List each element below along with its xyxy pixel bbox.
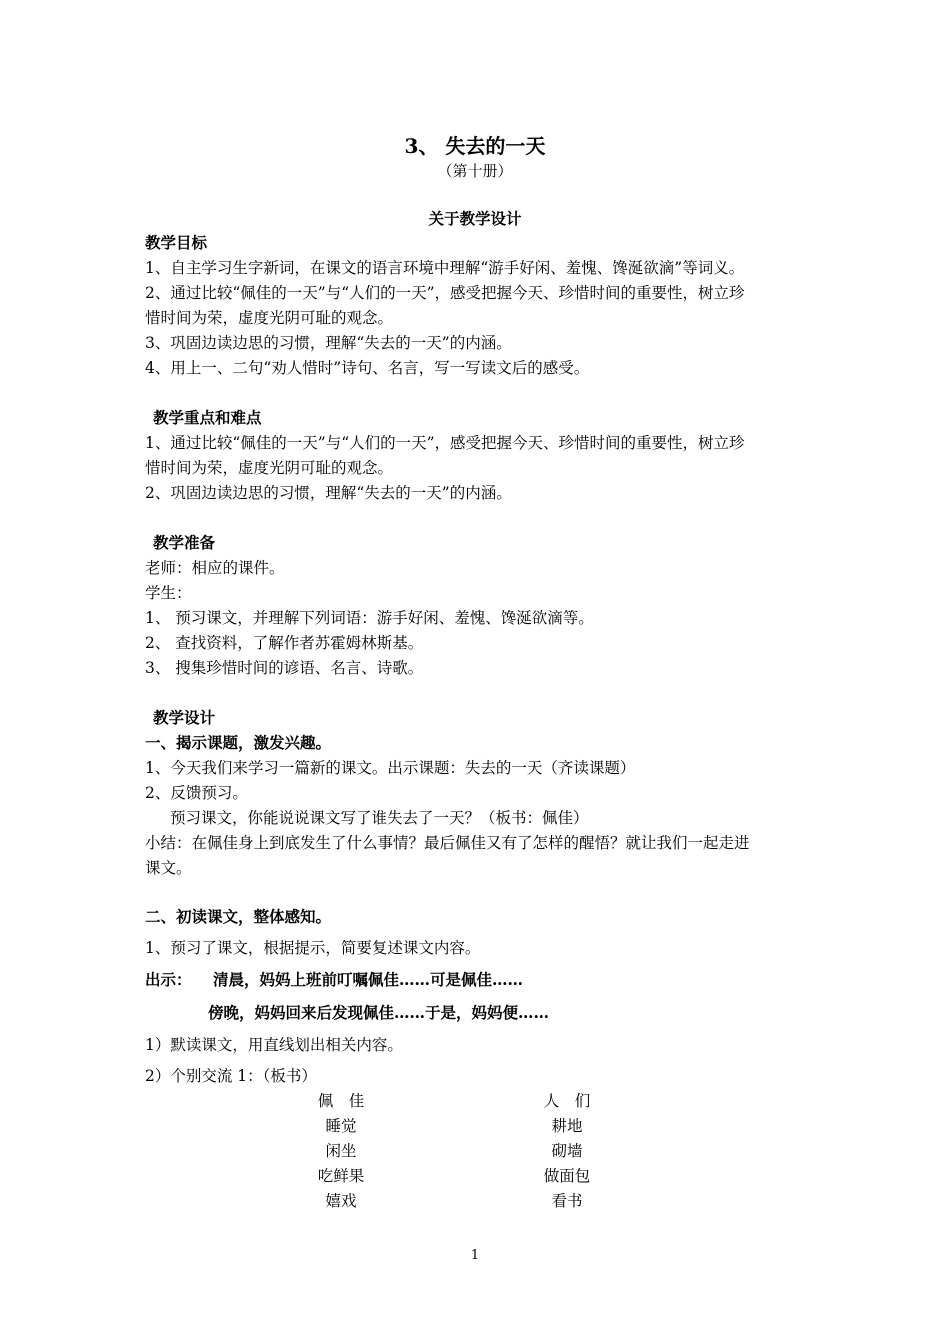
key-points-line: 2、巩固边读边思的习惯，理解“失去的一天”的内涵。 bbox=[145, 484, 512, 502]
key-points-line: 1、通过比较“佩佳的一天”与“人们的一天”，感受把握今天、珍惜时间的重要性，树立珍 bbox=[145, 434, 745, 452]
board-left-item: 嬉戏 bbox=[325, 1192, 357, 1210]
preparation-student: 学生： bbox=[145, 584, 192, 602]
design-heading: 教学设计 bbox=[153, 708, 216, 727]
goals-heading: 教学目标 bbox=[145, 233, 208, 252]
show-label: 出示： bbox=[145, 970, 192, 989]
board-right-item: 做面包 bbox=[543, 1167, 591, 1185]
goals-line: 2、通过比较“佩佳的一天”与“人们的一天”，感受把握今天、珍惜时间的重要性，树立珍 bbox=[145, 284, 745, 302]
step-line: 1）默读课文，用直线划出相关内容。 bbox=[145, 1036, 403, 1054]
goals-line: 惜时间为荣，虚度光阴可耻的观念。 bbox=[145, 309, 394, 327]
page-subtitle: （第十册） bbox=[437, 162, 513, 180]
board-left-item: 吃鲜果 bbox=[317, 1167, 365, 1185]
board-right-item: 砌墙 bbox=[551, 1142, 583, 1160]
preparation-item: 1、 预习课文，并理解下列词语：游手好闲、羞愧、馋涎欲滴等。 bbox=[145, 609, 594, 627]
preparation-heading: 教学准备 bbox=[153, 533, 216, 552]
preparation-item: 2、 查找资料，了解作者苏霍姆林斯基。 bbox=[145, 634, 424, 652]
goals-line: 1、自主学习生字新词，在课文的语言环境中理解“游手好闲、羞愧、馋涎欲滴”等词义。 bbox=[145, 259, 745, 277]
section-heading: 关于教学设计 bbox=[428, 209, 522, 228]
part1-summary: 小结：在佩佳身上到底发生了什么事情？最后佩佳又有了怎样的醒悟？就让我们一起走进 bbox=[145, 834, 750, 852]
board-left-item: 闲坐 bbox=[325, 1142, 357, 1160]
key-points-line: 惜时间为荣，虚度光阴可耻的观念。 bbox=[145, 459, 394, 477]
board-right-header: 人 们 bbox=[543, 1092, 591, 1110]
show-line: 傍晚，妈妈回来后发现佩佳……于是，妈妈便…… bbox=[208, 1003, 550, 1022]
page-title: 3、 失去的一天 bbox=[404, 134, 546, 158]
board-left-item: 睡觉 bbox=[325, 1117, 357, 1135]
part2-heading: 二、初读课文，整体感知。 bbox=[145, 907, 332, 926]
preparation-item: 3、 搜集珍惜时间的谚语、名言、诗歌。 bbox=[145, 659, 424, 677]
board-right-item: 看书 bbox=[551, 1192, 583, 1210]
part1-summary: 课文。 bbox=[145, 859, 192, 877]
goals-line: 4、用上一、二句“劝人惜时”诗句、名言，写一写读文后的感受。 bbox=[145, 359, 590, 377]
goals-line: 3、巩固边读边思的习惯，理解“失去的一天”的内涵。 bbox=[145, 334, 512, 352]
key-points-heading: 教学重点和难点 bbox=[153, 408, 262, 427]
step-line: 2）个别交流 1：（板书） bbox=[145, 1067, 317, 1085]
board-left-header: 佩 佳 bbox=[317, 1092, 365, 1110]
part1-line: 1、今天我们来学习一篇新的课文。出示课题：失去的一天（齐读课题） bbox=[145, 759, 636, 777]
part2-line: 1、预习了课文，根据提示，简要复述课文内容。 bbox=[145, 939, 481, 957]
part1-line: 2、反馈预习。 bbox=[145, 784, 248, 802]
show-line: 清晨，妈妈上班前叮嘱佩佳……可是佩佳…… bbox=[213, 970, 524, 989]
preparation-teacher: 老师：相应的课件。 bbox=[145, 559, 285, 577]
part1-line: 预习课文，你能说说课文写了谁失去了一天？（板书：佩佳） bbox=[170, 809, 589, 827]
part1-heading: 一、揭示课题，激发兴趣。 bbox=[145, 733, 332, 752]
page-number: 1 bbox=[470, 1248, 480, 1263]
board-right-item: 耕地 bbox=[551, 1117, 583, 1135]
